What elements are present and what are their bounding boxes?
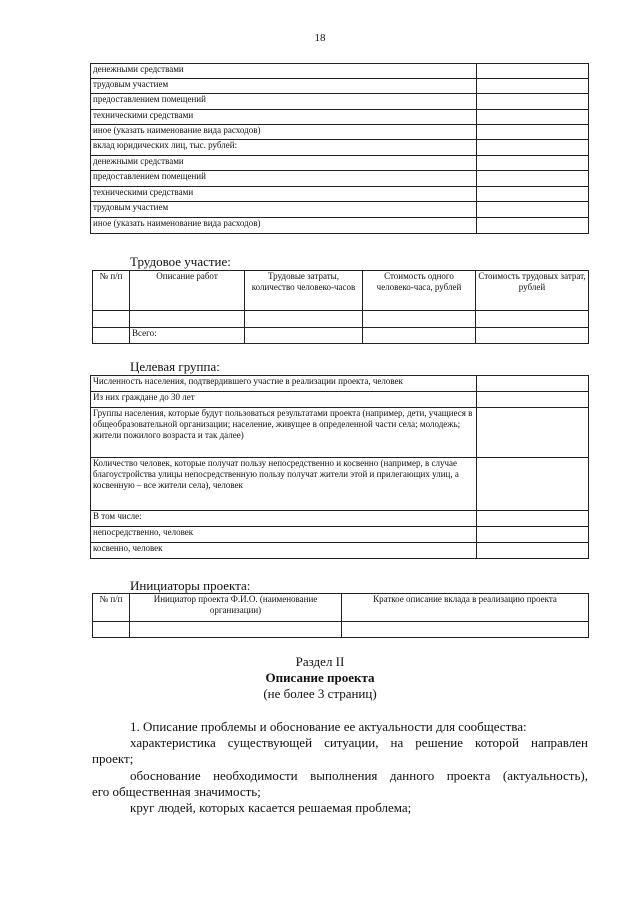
col-header-initiator: Инициатор проекта Ф.И.О. (наименование организации) (130, 594, 342, 622)
target-group-table (90, 375, 589, 559)
item-1b-line2: его общественная значимость; (92, 784, 261, 799)
col-header-work: Описание работ (130, 271, 245, 311)
col-header-number: № п/п (93, 594, 130, 622)
table-cell: Количество человек, которые получат пользу непосредственно и косвенно (например, в случае благоустройства улицы непосредственную пользу получат жители этой и прилегающих улиц, а косвенную – все жители села), человек (91, 458, 477, 511)
table-cell: предоставлением помещений (91, 171, 477, 187)
table-cell: техническими средствами (91, 110, 477, 125)
col-header-number: № п/п (93, 271, 130, 311)
total-label: Всего: (130, 328, 245, 344)
col-header-contribution: Краткое описание вклада в реализацию проекта (342, 594, 589, 622)
target-heading: Целевая группа: (130, 359, 220, 374)
item-1a-line2: проект; (92, 751, 134, 766)
table-cell: трудовым участием (91, 79, 477, 94)
table-cell: предоставлением помещений (91, 94, 477, 110)
item-1a-line1: характеристика существующей ситуации, на решение которой направлен (130, 735, 588, 750)
section-subtitle: Описание проекта (265, 670, 375, 685)
table-cell: Из них граждане до 30 лет (91, 392, 477, 408)
initiators-heading: Инициаторы проекта: (130, 578, 251, 593)
item-1c: круг людей, которых касается решаемая проблема; (130, 800, 412, 815)
table-cell: непосредственно, человек (91, 527, 477, 543)
table-cell: вклад юридических лиц, тыс. рублей: (91, 140, 477, 156)
table-cell: денежными средствами (91, 64, 477, 79)
item-1b-line1: обоснование необходимости выполнения данного проекта (актуальность), (130, 768, 588, 783)
col-header-total-cost: Стоимость трудовых затрат, рублей (476, 271, 589, 311)
section-title: Раздел II (295, 654, 345, 669)
table-cell: Группы населения, которые будут пользоваться результатами проекта (например, дети, учащиеся в общеобразовательной организации; население, живущее в определенной части села; молодежь; жители пожилого возраста и так далее) (91, 408, 477, 458)
table-cell: денежными средствами (91, 156, 477, 171)
labor-table (92, 270, 589, 344)
col-header-labor-cost: Трудовые затраты, количество человеко-часов (245, 271, 363, 311)
table-cell: В том числе: (91, 511, 477, 527)
initiators-table (92, 593, 589, 638)
table-cell: косвенно, человек (91, 543, 477, 559)
table-cell: иное (указать наименование вида расходов) (91, 125, 477, 140)
table-cell: трудовым участием (91, 202, 477, 218)
section-note: (не более 3 страниц) (263, 686, 377, 701)
contributions-table (90, 63, 589, 234)
table-cell: иное (указать наименование вида расходов) (91, 218, 477, 234)
table-cell: Численность населения, подтвердившего участие в реализации проекта, человек (91, 376, 477, 392)
item-1-title: 1. Описание проблемы и обоснование ее актуальности для сообщества: (130, 719, 527, 734)
table-cell: техническими средствами (91, 187, 477, 202)
page-number: 18 (314, 32, 326, 44)
labor-heading: Трудовое участие: (130, 254, 231, 269)
col-header-hour-cost: Стоимость одного человеко-часа, рублей (363, 271, 476, 311)
